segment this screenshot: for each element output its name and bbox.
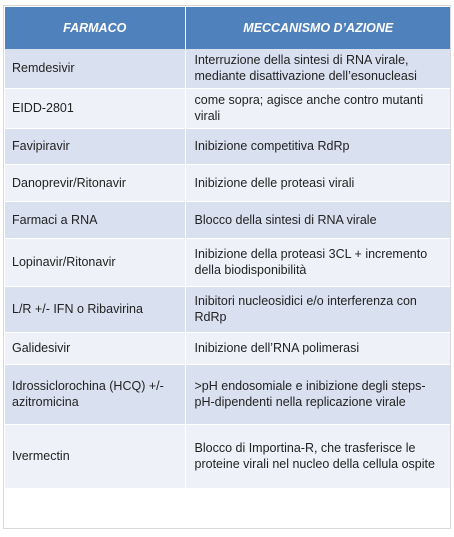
mechanism-cell: Blocco di Importina-R, che trasferisce le proteine virali nel nucleo della cellula ospite — [185, 424, 451, 488]
table-header-row — [5, 7, 451, 49]
drug-cell: Danoprevir/Ritonavir — [5, 164, 185, 201]
drug-cell: Galidesivir — [5, 332, 185, 364]
table-row — [5, 201, 451, 238]
mechanism-cell: >pH endosomiale e inibizione degli steps-pH-dipendenti nella replicazione virale — [185, 364, 451, 424]
mechanism-cell: Inibizione delle proteasi virali — [185, 164, 451, 201]
mechanism-cell: Inibizione dell’RNA polimerasi — [185, 332, 451, 364]
drug-cell: Farmaci a RNA — [5, 201, 185, 238]
drug-cell: Idrossiclorochina (HCQ) +/- azitromicina — [5, 364, 185, 424]
mechanism-cell: Inibizione della proteasi 3CL + incremento della biodisponibilità — [185, 238, 451, 286]
table-row — [5, 88, 451, 128]
drug-mechanism-table — [5, 7, 451, 489]
table-row — [5, 364, 451, 424]
table-row — [5, 424, 451, 488]
drug-cell: Favipiravir — [5, 128, 185, 164]
table-row — [5, 49, 451, 88]
drug-table-frame — [4, 6, 450, 528]
table-row — [5, 164, 451, 201]
drug-cell: L/R +/- IFN o Ribavirina — [5, 286, 185, 332]
table-row — [5, 128, 451, 164]
mechanism-cell: Inibitori nucleosidici e/o interferenza con RdRp — [185, 286, 451, 332]
mechanism-cell: come sopra; agisce anche contro mutanti virali — [185, 88, 451, 128]
table-row — [5, 238, 451, 286]
mechanism-cell: Interruzione della sintesi di RNA virale, mediante disattivazione dell’esonucleasi — [185, 49, 451, 88]
drug-cell: Lopinavir/Ritonavir — [5, 238, 185, 286]
drug-cell: EIDD-2801 — [5, 88, 185, 128]
header-farmaco: FARMACO — [5, 7, 185, 49]
drug-cell: Ivermectin — [5, 424, 185, 488]
header-meccanismo: MECCANISMO D’AZIONE — [185, 7, 451, 49]
table-row — [5, 332, 451, 364]
drug-cell: Remdesivir — [5, 49, 185, 88]
table-row — [5, 286, 451, 332]
mechanism-cell: Blocco della sintesi di RNA virale — [185, 201, 451, 238]
mechanism-cell: Inibizione competitiva RdRp — [185, 128, 451, 164]
